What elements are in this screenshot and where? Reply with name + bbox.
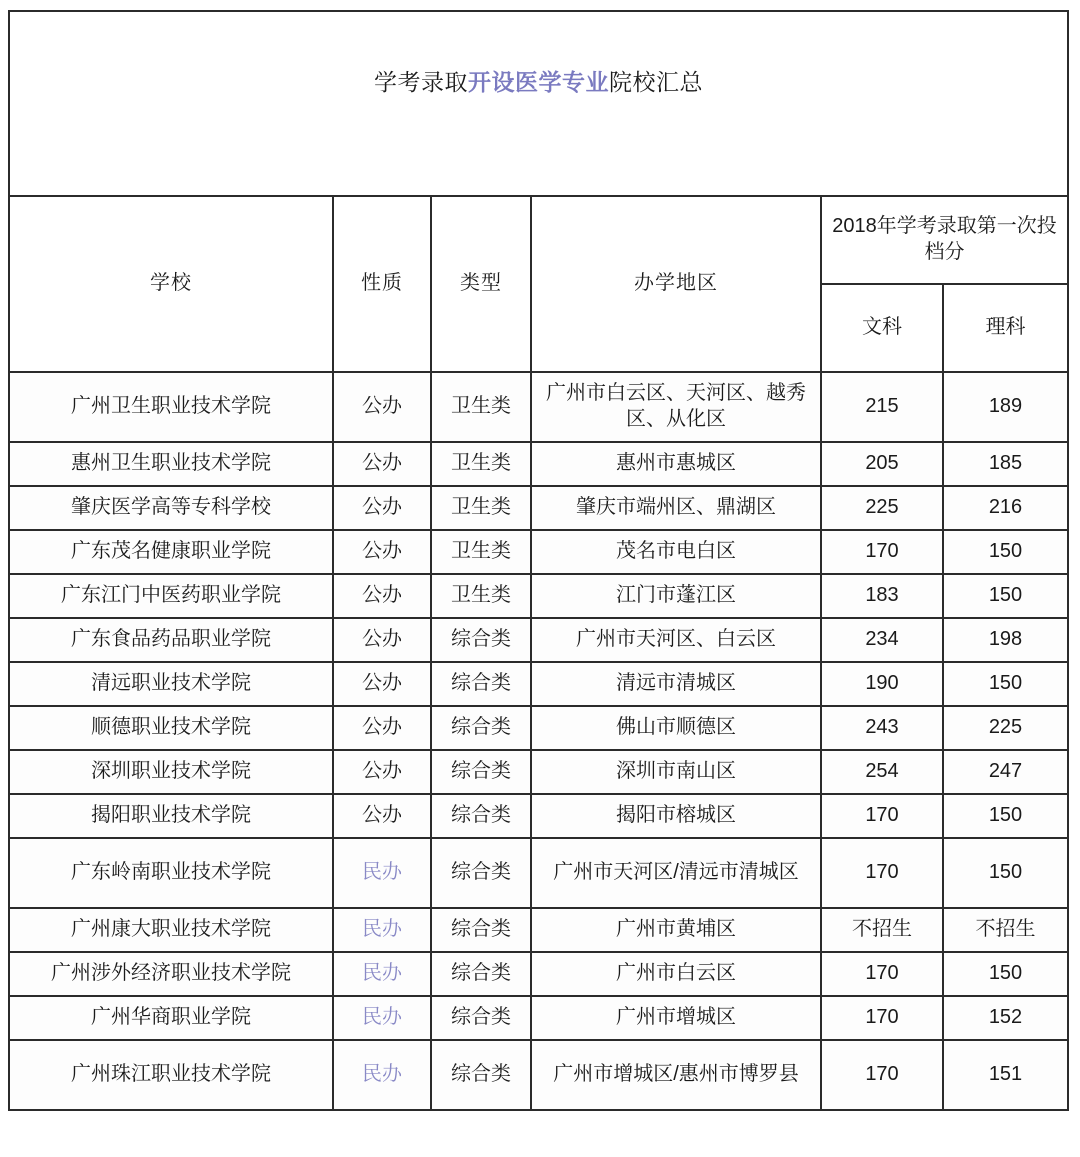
cell-score-wen: 不招生 <box>821 908 943 952</box>
cell-score-li: 225 <box>943 706 1068 750</box>
table-row <box>9 996 1068 1040</box>
cell-region: 肇庆市端州区、鼎湖区 <box>531 486 821 530</box>
cell-nature: 公办 <box>333 486 431 530</box>
cell-score-wen: 170 <box>821 794 943 838</box>
cell-score-li: 150 <box>943 952 1068 996</box>
cell-region: 广州市白云区 <box>531 952 821 996</box>
cell-school: 清远职业技术学院 <box>9 662 333 706</box>
cell-score-wen: 225 <box>821 486 943 530</box>
cell-nature: 公办 <box>333 662 431 706</box>
cell-region: 清远市清城区 <box>531 662 821 706</box>
cell-score-li: 198 <box>943 618 1068 662</box>
cell-nature: 公办 <box>333 574 431 618</box>
cell-region: 广州市增城区 <box>531 996 821 1040</box>
cell-region: 广州市天河区、白云区 <box>531 618 821 662</box>
table-row <box>9 618 1068 662</box>
cell-type: 综合类 <box>431 618 531 662</box>
cell-score-wen: 183 <box>821 574 943 618</box>
cell-school: 深圳职业技术学院 <box>9 750 333 794</box>
cell-type: 综合类 <box>431 908 531 952</box>
cell-nature: 公办 <box>333 750 431 794</box>
title-row <box>9 11 1068 196</box>
cell-school: 广东茂名健康职业学院 <box>9 530 333 574</box>
cell-score-wen: 170 <box>821 838 943 908</box>
table-row <box>9 442 1068 486</box>
table-row <box>9 662 1068 706</box>
table-row <box>9 372 1068 442</box>
cell-score-wen: 190 <box>821 662 943 706</box>
header-row-primary <box>9 196 1068 284</box>
table-row <box>9 838 1068 908</box>
cell-region: 茂名市电白区 <box>531 530 821 574</box>
cell-school: 广东江门中医药职业学院 <box>9 574 333 618</box>
cell-nature: 公办 <box>333 530 431 574</box>
cell-score-wen: 254 <box>821 750 943 794</box>
cell-score-li: 151 <box>943 1040 1068 1110</box>
cell-type: 综合类 <box>431 706 531 750</box>
cell-type: 卫生类 <box>431 574 531 618</box>
column-header-score-group: 2018年学考录取第一次投档分 <box>821 196 1068 284</box>
cell-nature: 公办 <box>333 706 431 750</box>
cell-nature: 公办 <box>333 794 431 838</box>
cell-school: 广州康大职业技术学院 <box>9 908 333 952</box>
cell-region: 佛山市顺德区 <box>531 706 821 750</box>
column-header-school: 学校 <box>9 196 333 372</box>
cell-score-li: 152 <box>943 996 1068 1040</box>
column-header-region: 办学地区 <box>531 196 821 372</box>
cell-score-li: 不招生 <box>943 908 1068 952</box>
cell-type: 卫生类 <box>431 442 531 486</box>
cell-score-li: 247 <box>943 750 1068 794</box>
cell-school: 肇庆医学高等专科学校 <box>9 486 333 530</box>
cell-score-wen: 205 <box>821 442 943 486</box>
cell-nature: 民办 <box>333 952 431 996</box>
cell-type: 综合类 <box>431 662 531 706</box>
table-row <box>9 1040 1068 1110</box>
cell-school: 惠州卫生职业技术学院 <box>9 442 333 486</box>
title-prefix: 学考录取 <box>374 68 468 95</box>
cell-school: 广州珠江职业技术学院 <box>9 1040 333 1110</box>
cell-score-li: 150 <box>943 662 1068 706</box>
cell-type: 综合类 <box>431 750 531 794</box>
cell-region: 深圳市南山区 <box>531 750 821 794</box>
title-suffix: 院校汇总 <box>609 68 703 95</box>
cell-school: 广州卫生职业技术学院 <box>9 372 333 442</box>
cell-school: 揭阳职业技术学院 <box>9 794 333 838</box>
cell-nature: 民办 <box>333 996 431 1040</box>
cell-score-li: 216 <box>943 486 1068 530</box>
cell-type: 综合类 <box>431 838 531 908</box>
table-row <box>9 750 1068 794</box>
cell-score-li: 189 <box>943 372 1068 442</box>
cell-type: 综合类 <box>431 952 531 996</box>
cell-nature: 公办 <box>333 442 431 486</box>
cell-nature: 民办 <box>333 1040 431 1110</box>
cell-score-wen: 243 <box>821 706 943 750</box>
cell-nature: 公办 <box>333 372 431 442</box>
table-row <box>9 574 1068 618</box>
schools-table <box>8 10 1069 1111</box>
cell-score-li: 150 <box>943 794 1068 838</box>
cell-type: 综合类 <box>431 794 531 838</box>
cell-score-wen: 234 <box>821 618 943 662</box>
cell-score-wen: 170 <box>821 952 943 996</box>
cell-school: 广东岭南职业技术学院 <box>9 838 333 908</box>
table-row <box>9 952 1068 996</box>
cell-score-li: 150 <box>943 838 1068 908</box>
table-row <box>9 794 1068 838</box>
cell-school: 广东食品药品职业学院 <box>9 618 333 662</box>
table-row <box>9 706 1068 750</box>
cell-type: 卫生类 <box>431 372 531 442</box>
cell-nature: 民办 <box>333 908 431 952</box>
cell-region: 广州市增城区/惠州市博罗县 <box>531 1040 821 1110</box>
cell-region: 江门市蓬江区 <box>531 574 821 618</box>
column-header-type: 类型 <box>431 196 531 372</box>
cell-score-wen: 215 <box>821 372 943 442</box>
cell-score-li: 185 <box>943 442 1068 486</box>
cell-type: 卫生类 <box>431 530 531 574</box>
cell-region: 揭阳市榕城区 <box>531 794 821 838</box>
cell-region: 惠州市惠城区 <box>531 442 821 486</box>
cell-region: 广州市天河区/清远市清城区 <box>531 838 821 908</box>
cell-nature: 公办 <box>333 618 431 662</box>
cell-type: 综合类 <box>431 996 531 1040</box>
page-title <box>9 11 1068 196</box>
cell-school: 广州涉外经济职业技术学院 <box>9 952 333 996</box>
cell-region: 广州市黄埔区 <box>531 908 821 952</box>
title-highlight: 开设医学专业 <box>468 68 609 95</box>
table-row <box>9 530 1068 574</box>
table-row <box>9 908 1068 952</box>
cell-score-wen: 170 <box>821 996 943 1040</box>
cell-school: 顺德职业技术学院 <box>9 706 333 750</box>
table-row <box>9 486 1068 530</box>
column-header-score-wen: 文科 <box>821 284 943 372</box>
column-header-score-li: 理科 <box>943 284 1068 372</box>
cell-type: 卫生类 <box>431 486 531 530</box>
column-header-nature: 性质 <box>333 196 431 372</box>
cell-region: 广州市白云区、天河区、越秀区、从化区 <box>531 372 821 442</box>
cell-type: 综合类 <box>431 1040 531 1110</box>
cell-score-wen: 170 <box>821 530 943 574</box>
cell-school: 广州华商职业学院 <box>9 996 333 1040</box>
cell-score-wen: 170 <box>821 1040 943 1110</box>
cell-score-li: 150 <box>943 574 1068 618</box>
cell-score-li: 150 <box>943 530 1068 574</box>
cell-nature: 民办 <box>333 838 431 908</box>
